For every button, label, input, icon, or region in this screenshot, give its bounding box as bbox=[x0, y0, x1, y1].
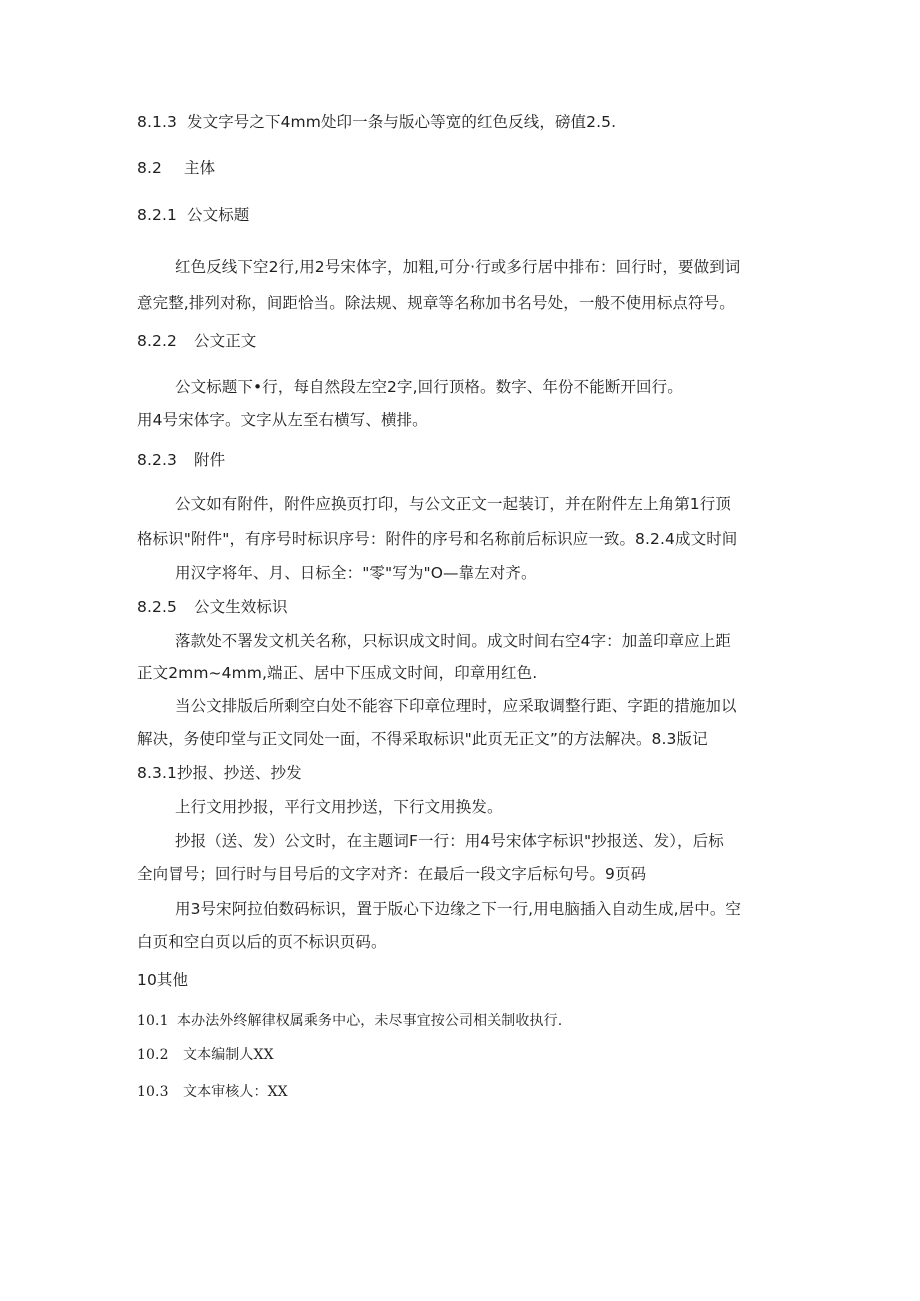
clause-10-2 bbox=[137, 1044, 274, 1066]
clause-8-2-5-heading bbox=[137, 596, 288, 618]
paragraph-line: 格标识"附件"，有序号时标识序号：附件的序号和名称前后标识应一致。8.2.4成文时间 bbox=[137, 530, 738, 548]
paragraph-line: 用4号宋体字。文字从左至右横写、横排。 bbox=[137, 411, 428, 429]
clause-number: 8.2.3 bbox=[137, 451, 177, 469]
clause-10-3 bbox=[137, 1081, 288, 1103]
clause-8-3-1-heading: 8.3.1抄报、抄送、抄发 bbox=[137, 764, 302, 782]
clause-number: 8.2.5 bbox=[137, 598, 177, 616]
paragraph-line: 用汉字将年、月、日标全："零"写为"O—靠左对齐。 bbox=[175, 564, 537, 582]
clause-number: 10.2 bbox=[137, 1047, 169, 1063]
clause-8-2-2-heading bbox=[137, 330, 256, 352]
paragraph-line: 抄报（送、发）公文时，在主题词F一行：用4号宋体字标识"抄报送、发），后标 bbox=[175, 832, 724, 850]
clause-title: 公文生效标识 bbox=[194, 598, 288, 616]
clause-title: 附件 bbox=[194, 451, 226, 469]
section-number: 8.2 bbox=[137, 159, 162, 177]
paragraph-line: 全向冒号；回行时与目号后的文字对齐：在最后一段文字后标句号。9页码 bbox=[137, 865, 647, 883]
section-10-heading: 10其他 bbox=[137, 971, 189, 989]
paragraph-line: 意完整,排列对称，间距恰当。除法规、规章等名称加书名号处，一般不使用标点符号。 bbox=[137, 294, 735, 312]
clause-number: 10.3 bbox=[137, 1084, 169, 1100]
clause-number: 10.1 bbox=[137, 1013, 169, 1029]
paragraph-line: 正文2mm~4mm,端正、居中下压成文时间，印章用红色. bbox=[137, 664, 538, 682]
paragraph-line: 公文标题下•行，每自然段左空2字,回行顶格。数字、年份不能断开回行。 bbox=[175, 378, 683, 396]
section-title: 主体 bbox=[184, 159, 216, 177]
paragraph-line: 公文如有附件，附件应换页打印，与公文正文一起装订，并在附件左上角第1行顶 bbox=[175, 495, 731, 513]
clause-text: 发文字号之下4mm处印一条与版心等宽的红色反线，磅值2.5. bbox=[187, 113, 617, 131]
clause-number: 8.2.1 bbox=[137, 206, 177, 224]
section-8-2-heading bbox=[137, 157, 215, 179]
clause-8-1-3 bbox=[137, 111, 616, 133]
clause-text: 文本编制人XX bbox=[183, 1047, 274, 1063]
clause-8-2-3-heading bbox=[137, 449, 225, 471]
clause-text: 本办法外终解律权属乘务中心，未尽事宜按公司相关制收执行. bbox=[177, 1013, 563, 1029]
clause-number: 8.2.2 bbox=[137, 332, 177, 350]
clause-number: 8.1.3 bbox=[137, 113, 177, 131]
paragraph-line: 当公文排版后所剩空白处不能容下印章位理时，应采取调整行距、字距的措施加以 bbox=[175, 697, 737, 715]
clause-10-1 bbox=[137, 1010, 562, 1032]
paragraph-line: 落款处不署发文机关名称，只标识成文时间。成文时间右空4字：加盖印章应上距 bbox=[175, 632, 731, 650]
clause-text: 文本审核人：XX bbox=[183, 1084, 288, 1100]
clause-title: 公文标题 bbox=[187, 206, 250, 224]
paragraph-line: 白页和空白页以后的页不标识页码。 bbox=[137, 933, 387, 951]
clause-8-2-1-heading bbox=[137, 204, 249, 226]
paragraph-line: 解决，务使印堂与正文同处一面，不得采取标识"此页无正文”的方法解决。8.3版记 bbox=[137, 730, 708, 748]
paragraph-line: 上行文用抄报，平行文用抄送，下行文用换发。 bbox=[175, 798, 503, 816]
paragraph-line: 红色反线下空2行,用2号宋体字，加粗,可分·行或多行居中排布：回行时，要做到词 bbox=[175, 258, 741, 276]
paragraph-line: 用3号宋阿拉伯数码标识，置于版心下边缘之下一行,用电脑插入自动生成,居中。空 bbox=[175, 900, 742, 918]
clause-title: 公文正文 bbox=[194, 332, 257, 350]
